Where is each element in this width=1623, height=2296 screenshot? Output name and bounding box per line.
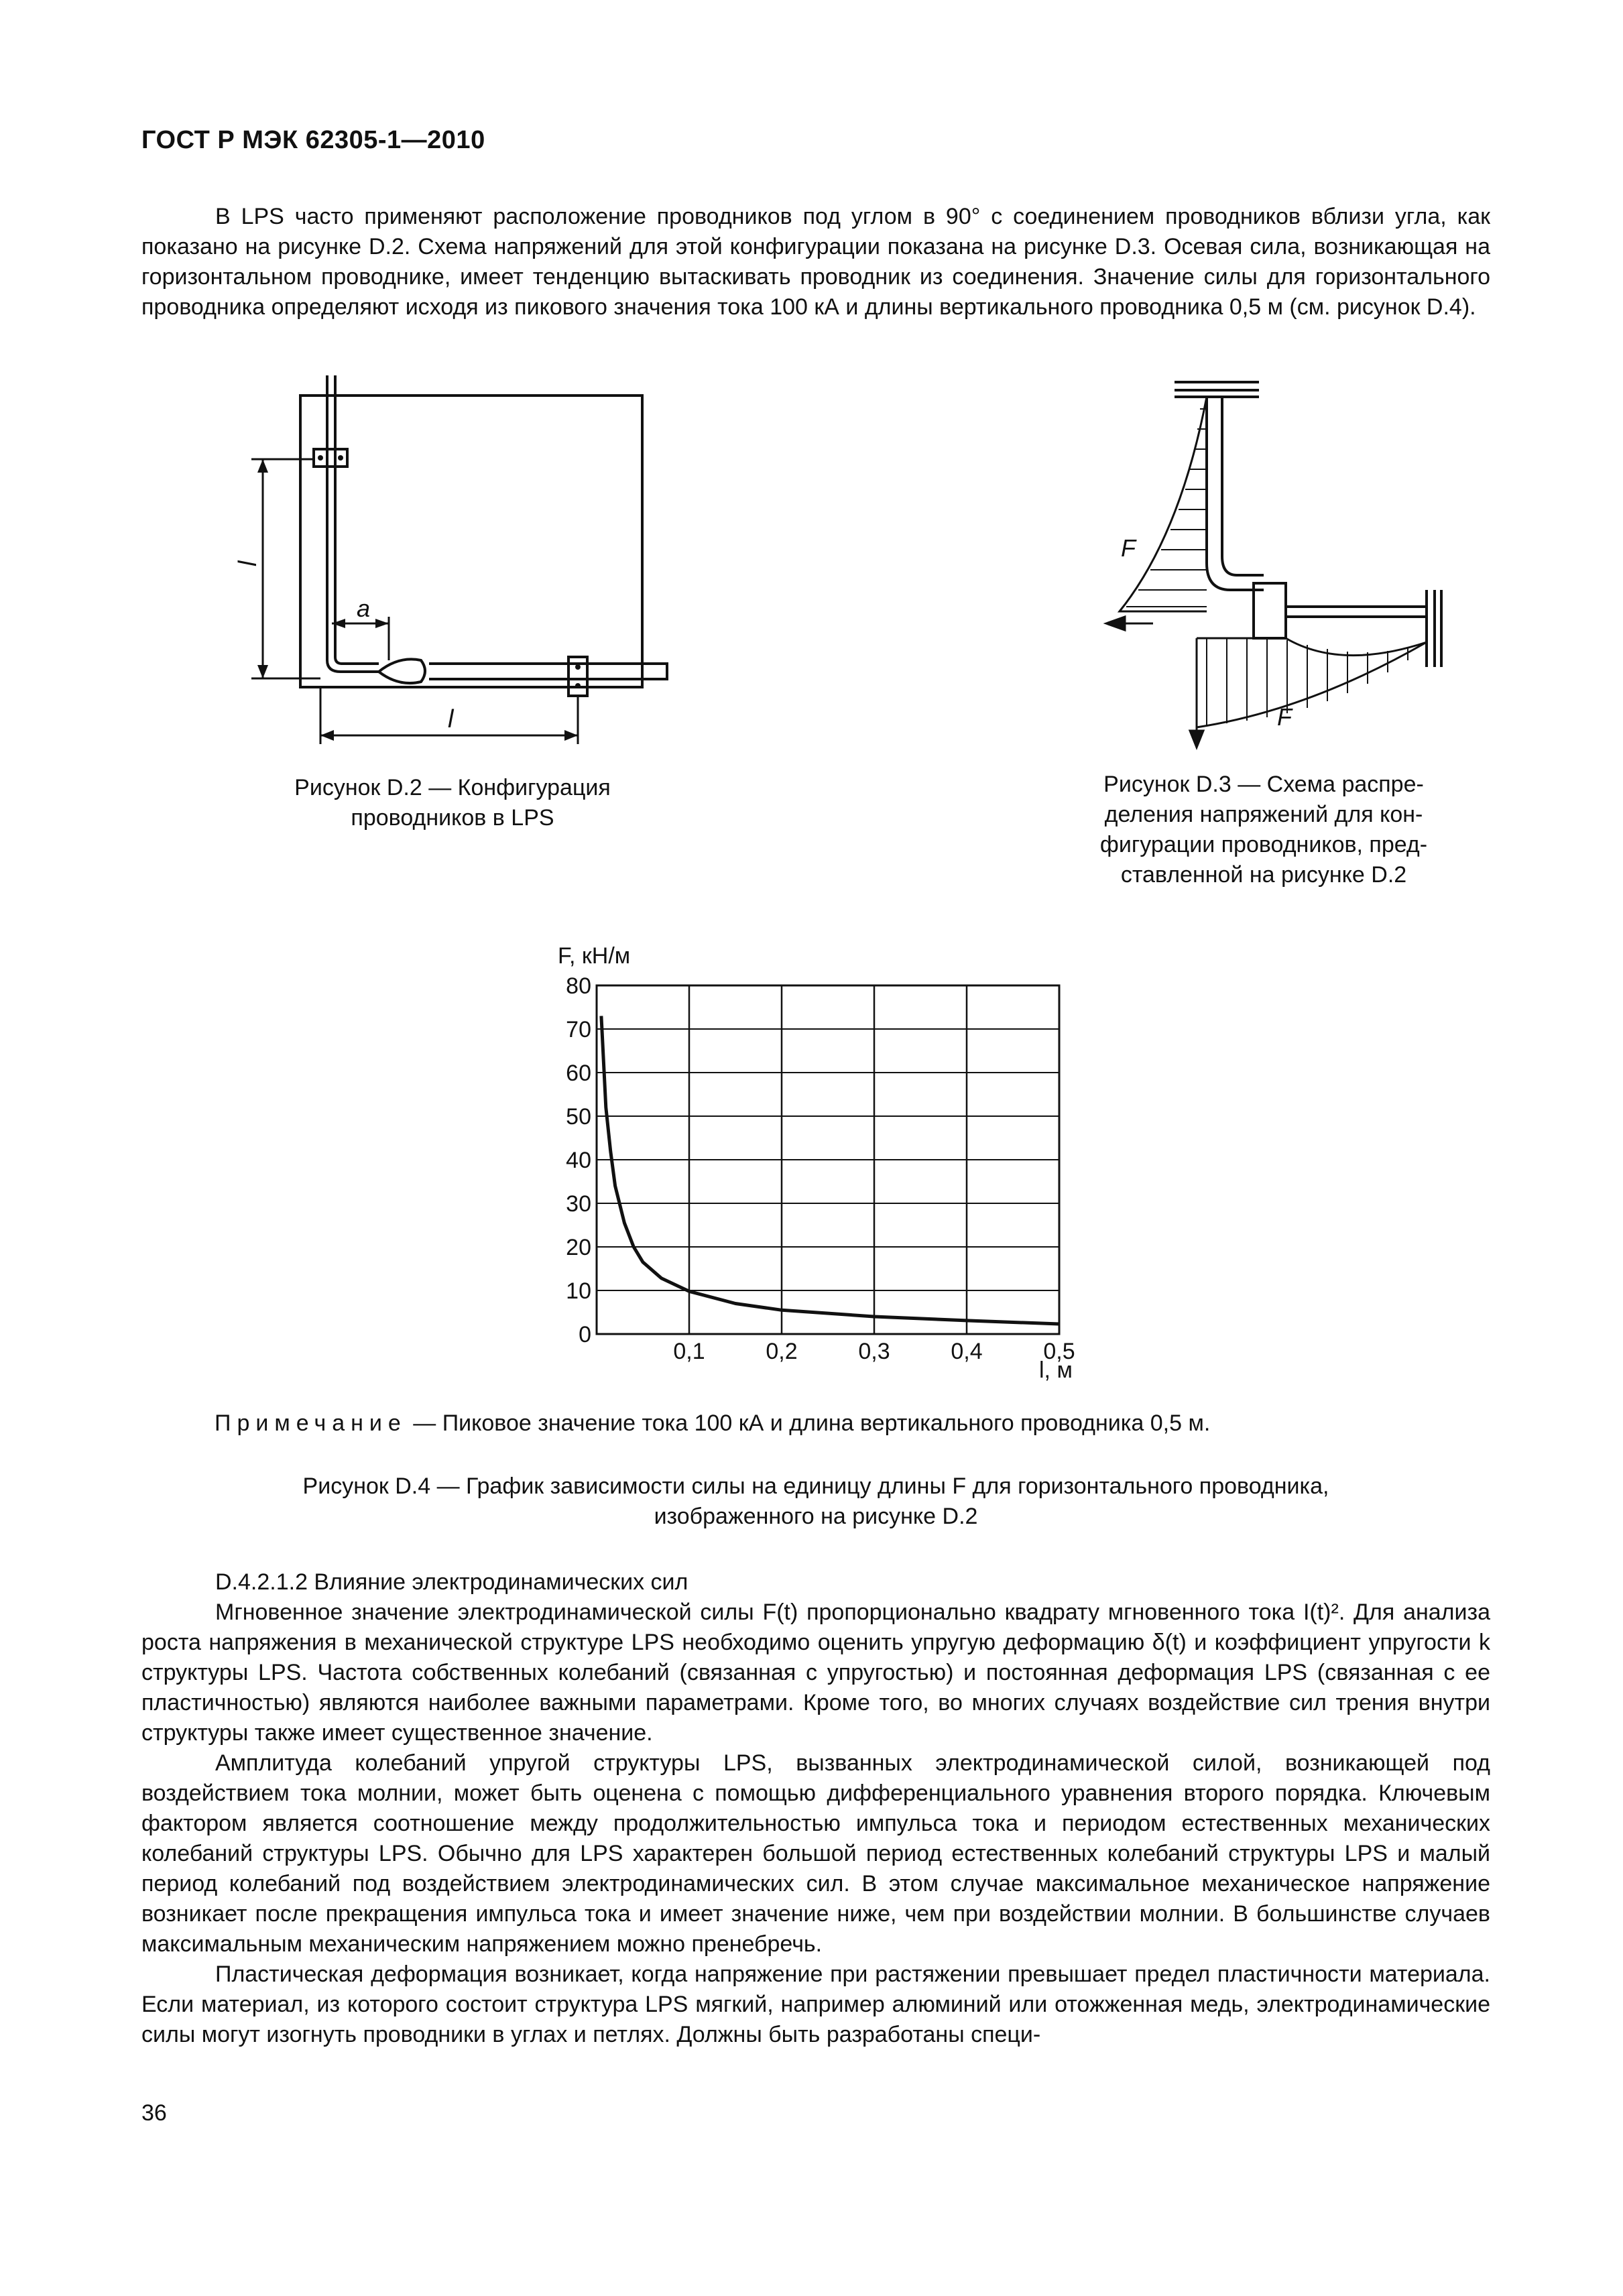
x-tick-label: 0,1 <box>673 1339 705 1364</box>
y-tick-label: 0 <box>579 1322 591 1347</box>
y-tick-label: 10 <box>566 1278 591 1304</box>
section-paragraph-3: Пластическая деформация возникает, когда напряжение при растяжении превышает предел пластичности материала. Если материал, из которого состоит структура LPS мягкий, например алюминий или отожженная медь, электродинамические силы могут изогнуть проводники в углах и петлях. Должны быть разработаны специ- <box>141 1961 1490 2047</box>
x-tick-label: 0,2 <box>766 1339 798 1364</box>
intro-paragraph <box>141 202 1490 322</box>
frame-outline <box>300 396 642 687</box>
figure-d3-caption-line2: деления напряжений для кон- <box>1104 802 1423 827</box>
page-number: 36 <box>141 2100 167 2126</box>
x-axis-label: l, м <box>1039 1357 1073 1383</box>
figure-d4-note <box>215 1410 1210 1437</box>
figure-d3-caption-line4: ставленной на рисунке D.2 <box>1120 862 1407 888</box>
figure-d2-caption-line2: проводников в LPS <box>351 805 554 831</box>
figure-d3-diagram <box>1079 372 1461 751</box>
note-label: Примечание <box>215 1410 407 1436</box>
y-tick-label: 40 <box>566 1148 591 1173</box>
y-tick-label: 60 <box>566 1061 591 1086</box>
figure-d4-caption-line2: изображенного на рисунке D.2 <box>654 1504 978 1529</box>
figure-d3-caption <box>1066 770 1461 890</box>
x-tick-label: 0,5 <box>1043 1339 1075 1364</box>
y-tick-label: 50 <box>566 1104 591 1130</box>
figure-d4-caption <box>141 1471 1490 1532</box>
y-axis-label: F, кН/м <box>558 943 631 969</box>
x-tick-label: 0,4 <box>951 1339 983 1364</box>
intro-text: В LPS часто применяют расположение проводников под углом в 90° с соединением проводников вблизи угла, как показано на рисунке D.2. Схема напряжений для этой конфигурации показана на рисунке D.3. Осевая сила, возникающая на горизонтальном проводнике, имеет тенденцию вытаскивать проводник из соединения. Значение силы для горизонтального проводника определяют исходя из пикового значения тока 100 кА и длины вертикального проводника 0,5 м (см. рисунок D.4). <box>141 204 1490 320</box>
y-tick-label: 80 <box>566 973 591 999</box>
figure-d2-caption <box>248 773 657 833</box>
figure-d4-caption-line1: Рисунок D.4 — График зависимости силы на единицу длины F для горизонтального проводника, <box>302 1473 1329 1499</box>
y-tick-label: 20 <box>566 1235 591 1260</box>
section-heading: D.4.2.1.2 Влияние электродинамических сил <box>215 1569 688 1595</box>
figure-d4-chart <box>530 939 1106 1394</box>
coupling <box>379 659 425 683</box>
label-l-horizontal: l <box>448 705 454 733</box>
x-tick-label: 0,3 <box>858 1339 890 1364</box>
x-tick-labels <box>673 1339 1075 1364</box>
figure-d2-caption-line1: Рисунок D.2 — Конфигурация <box>294 775 611 800</box>
section-d4212 <box>141 1567 1490 2050</box>
figure-d3-caption-line3: фигурации проводников, пред- <box>1099 832 1428 857</box>
label-a: a <box>357 595 371 622</box>
figure-d2-diagram <box>234 372 684 747</box>
data-series-curve <box>601 1016 1059 1325</box>
note-text: — Пиковое значение тока 100 кА и длина вертикального проводника 0,5 м. <box>406 1410 1211 1436</box>
y-tick-label: 30 <box>566 1191 591 1217</box>
section-paragraph-1: Мгновенное значение электродинамической силы F(t) пропорционально квадрату мгновенного тока I(t)². Для анализа роста напряжения в механической структуре LPS необходимо оценить упругую деформацию δ(t) и коэффициент упругости k структуры LPS. Частота собственных колебаний (связанная с упругостью) и постоянная деформация LPS (связанная с ее пластичностью) являются наиболее важными параметрами. Кроме того, во многих случаях воздействие сил трения внутри структуры также имеет существенное значение. <box>141 1599 1490 1746</box>
label-f-left: F <box>1121 534 1136 562</box>
section-paragraph-2: Амплитуда колебаний упругой структуры LPS, вызванных электродинамической силой, возникающей под воздействием тока молнии, может быть оценена с помощью дифференциального уравнения второго порядка. Ключевым фактором является соотношение между продолжительностью импульса тока и периодом естественных механических колебаний структуры LPS. Обычно для LPS характерен большой период естественных колебаний структуры LPS и малый период колебаний под воздействием электродинамических сил. В этом случае максимальное механическое напряжение возникает после прекращения импульса тока и имеет значение ниже, чем при воздействии молнии. В большинстве случаев максимальным механическим напряжением можно пренебречь. <box>141 1750 1490 1957</box>
document-header: ГОСТ Р МЭК 62305-1—2010 <box>141 126 485 154</box>
y-tick-label: 70 <box>566 1017 591 1042</box>
figure-d3-caption-line1: Рисунок D.3 — Схема распре- <box>1103 772 1424 797</box>
y-tick-labels <box>566 973 591 1347</box>
label-l-vertical: l <box>234 560 262 566</box>
label-f-bottom: F <box>1277 703 1292 731</box>
